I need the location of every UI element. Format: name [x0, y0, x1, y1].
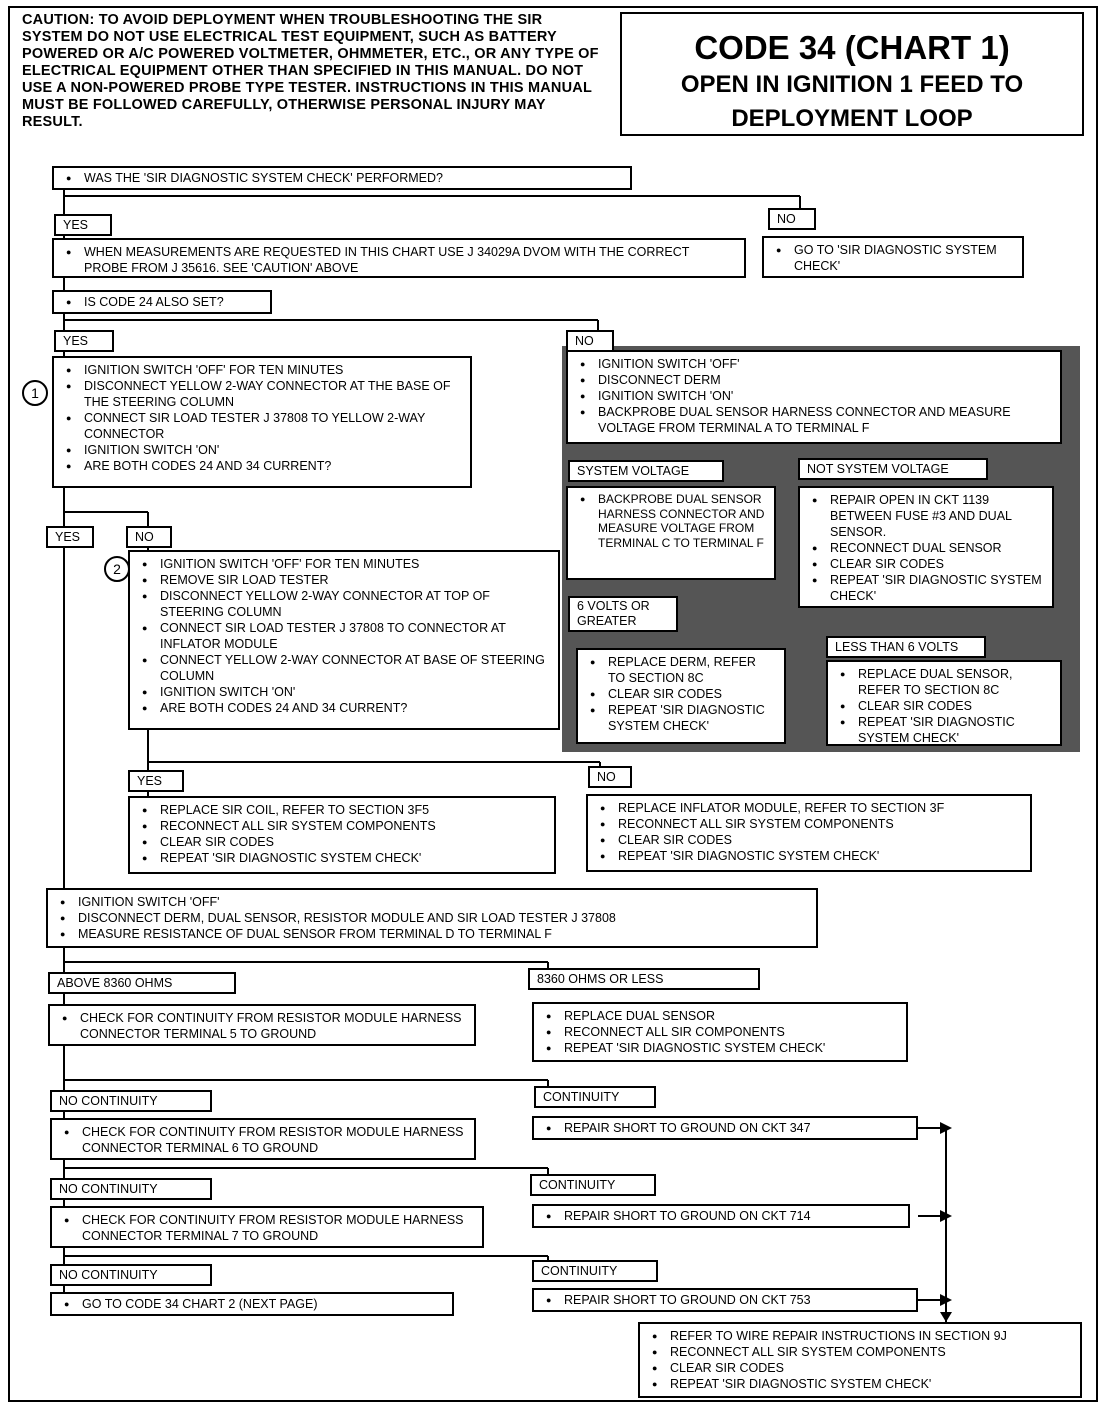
repair753-text: ● REPAIR SHORT TO GROUND ON CKT 753 — [544, 1292, 908, 1308]
dual-item: ● CLEAR SIR CODES — [838, 698, 1052, 714]
resistance-box — [46, 888, 818, 948]
no24-item: ● DISCONNECT DERM — [578, 372, 1052, 388]
yes-label-4: YES — [128, 770, 184, 792]
yes-label-3: YES — [46, 526, 94, 548]
final-item: ● CLEAR SIR CODES — [650, 1360, 1072, 1376]
q-check-text: ● WAS THE 'SIR DIAGNOSTIC SYSTEM CHECK' PERFORMED? — [64, 170, 622, 186]
no-label-3: NO — [126, 526, 172, 548]
system-voltage-box — [566, 486, 776, 580]
step2-item: ● CONNECT SIR LOAD TESTER J 37808 TO CONNECTOR AT INFLATOR MODULE — [140, 620, 550, 652]
yes-label-2: YES — [54, 330, 114, 352]
no-continuity-label-2: NO CONTINUITY — [50, 1178, 212, 1200]
step1-item: ● IGNITION SWITCH 'OFF' FOR TEN MINUTES — [64, 362, 462, 378]
repair-753-box — [532, 1288, 918, 1312]
inflator-item: ● RECONNECT ALL SIR SYSTEM COMPONENTS — [598, 816, 1022, 832]
step-1-marker: 1 — [22, 380, 48, 406]
repair-347-box — [532, 1116, 918, 1140]
final-item: ● RECONNECT ALL SIR SYSTEM COMPONENTS — [650, 1344, 1072, 1360]
replace-dual-item: ● REPEAT 'SIR DIAGNOSTIC SYSTEM CHECK' — [544, 1040, 898, 1056]
nsv-item: ● REPEAT 'SIR DIAGNOSTIC SYSTEM CHECK' — [810, 572, 1044, 604]
goto-chart2-text: ● GO TO CODE 34 CHART 2 (NEXT PAGE) — [62, 1296, 444, 1312]
final-repair-box — [638, 1322, 1082, 1398]
q-code24-text: ● IS CODE 24 ALSO SET? — [64, 294, 262, 310]
inflator-item: ● CLEAR SIR CODES — [598, 832, 1022, 848]
continuity-5-box — [48, 1004, 476, 1046]
system-voltage-label: SYSTEM VOLTAGE — [568, 460, 724, 482]
step2-item: ● ARE BOTH CODES 24 AND 34 CURRENT? — [140, 700, 550, 716]
title-line-2: DEPLOYMENT LOOP — [731, 105, 973, 132]
no-continuity-label-3: NO CONTINUITY — [50, 1264, 212, 1286]
no-label-1: NO — [768, 208, 816, 230]
above-ohms-label: ABOVE 8360 OHMS — [48, 972, 236, 994]
question-system-check — [52, 166, 632, 190]
meas-note-text: ● WHEN MEASUREMENTS ARE REQUESTED IN THIS CHART USE J 34029A DVOM WITH THE CORRECT PROBE FROM J 35616. SEE 'CAUTION' ABOVE — [64, 244, 736, 276]
no-label-2: NO — [566, 330, 614, 352]
resist-item: ● MEASURE RESISTANCE OF DUAL SENSOR FROM TERMINAL D TO TERMINAL F — [58, 926, 808, 942]
final-item: ● REPEAT 'SIR DIAGNOSTIC SYSTEM CHECK' — [650, 1376, 1072, 1392]
title-line-1: OPEN IN IGNITION 1 FEED TO — [680, 71, 1024, 98]
step1-item: ● DISCONNECT YELLOW 2-WAY CONNECTOR AT THE BASE OF THE STEERING COLUMN — [64, 378, 462, 410]
coil-item: ● REPLACE SIR COIL, REFER TO SECTION 3F5 — [140, 802, 546, 818]
nsv-item: ● RECONNECT DUAL SENSOR — [810, 540, 1044, 556]
derm-item: ● CLEAR SIR CODES — [588, 686, 776, 702]
resist-item: ● IGNITION SWITCH 'OFF' — [58, 894, 808, 910]
repair-714-box — [532, 1204, 910, 1228]
dual-item: ● REPLACE DUAL SENSOR, REFER TO SECTION 8C — [838, 666, 1052, 698]
replace-dual-item: ● REPLACE DUAL SENSOR — [544, 1008, 898, 1024]
continuity-6-box — [50, 1118, 476, 1160]
goto-chart-2-box — [50, 1292, 454, 1316]
inflator-item: ● REPLACE INFLATOR MODULE, REFER TO SECTION 3F — [598, 800, 1022, 816]
six-volts-label: 6 VOLTS OR GREATER — [568, 596, 678, 632]
continuity-label-2: CONTINUITY — [530, 1174, 656, 1196]
not-system-voltage-label: NOT SYSTEM VOLTAGE — [798, 458, 988, 480]
no24-item: ● BACKPROBE DUAL SENSOR HARNESS CONNECTOR AND MEASURE VOLTAGE FROM TERMINAL A TO TERMINAL F — [578, 404, 1052, 436]
no24-item: ● IGNITION SWITCH 'ON' — [578, 388, 1052, 404]
question-code-24 — [52, 290, 272, 314]
derm-item: ● REPLACE DERM, REFER TO SECTION 8C — [588, 654, 776, 686]
coil-item: ● REPEAT 'SIR DIAGNOSTIC SYSTEM CHECK' — [140, 850, 546, 866]
no-code24-box — [566, 350, 1062, 444]
less-six-volts-label: LESS THAN 6 VOLTS — [826, 636, 986, 658]
no-continuity-label-1: NO CONTINUITY — [50, 1090, 212, 1112]
replace-derm-box — [576, 648, 786, 744]
step2-item: ● IGNITION SWITCH 'ON' — [140, 684, 550, 700]
continuity-label-1: CONTINUITY — [534, 1086, 656, 1108]
continuity-7-box — [50, 1206, 484, 1248]
cont7-text: ● CHECK FOR CONTINUITY FROM RESISTOR MODULE HARNESS CONNECTOR TERMINAL 7 TO GROUND — [62, 1212, 474, 1244]
goto-check-text: ● GO TO 'SIR DIAGNOSTIC SYSTEM CHECK' — [774, 242, 1014, 274]
step1-item: ● ARE BOTH CODES 24 AND 34 CURRENT? — [64, 458, 462, 474]
inflator-item: ● REPEAT 'SIR DIAGNOSTIC SYSTEM CHECK' — [598, 848, 1022, 864]
chart-title — [620, 12, 1084, 136]
no24-item: ● IGNITION SWITCH 'OFF' — [578, 356, 1052, 372]
replace-coil-box — [128, 796, 556, 874]
replace-dual-item: ● RECONNECT ALL SIR COMPONENTS — [544, 1024, 898, 1040]
repair347-text: ● REPAIR SHORT TO GROUND ON CKT 347 — [544, 1120, 908, 1136]
repair714-text: ● REPAIR SHORT TO GROUND ON CKT 714 — [544, 1208, 900, 1224]
nsv-item: ● CLEAR SIR CODES — [810, 556, 1044, 572]
coil-item: ● RECONNECT ALL SIR SYSTEM COMPONENTS — [140, 818, 546, 834]
replace-dual-sensor-2-box — [532, 1002, 908, 1062]
dual-item: ● REPEAT 'SIR DIAGNOSTIC SYSTEM CHECK' — [838, 714, 1052, 746]
step1-item: ● IGNITION SWITCH 'ON' — [64, 442, 462, 458]
goto-system-check — [762, 236, 1024, 278]
final-item: ● REFER TO WIRE REPAIR INSTRUCTIONS IN SECTION 9J — [650, 1328, 1072, 1344]
step-2-box — [128, 550, 560, 730]
nsv-item: ● REPAIR OPEN IN CKT 1139 BETWEEN FUSE #3 AND DUAL SENSOR. — [810, 492, 1044, 540]
below-ohms-label: 8360 OHMS OR LESS — [528, 968, 760, 990]
cont6-text: ● CHECK FOR CONTINUITY FROM RESISTOR MODULE HARNESS CONNECTOR TERMINAL 6 TO GROUND — [62, 1124, 466, 1156]
continuity-label-3: CONTINUITY — [532, 1260, 658, 1282]
replace-inflator-box — [586, 794, 1032, 872]
derm-item: ● REPEAT 'SIR DIAGNOSTIC SYSTEM CHECK' — [588, 702, 776, 734]
no-label-4: NO — [588, 766, 632, 788]
step2-item: ● REMOVE SIR LOAD TESTER — [140, 572, 550, 588]
resist-item: ● DISCONNECT DERM, DUAL SENSOR, RESISTOR MODULE AND SIR LOAD TESTER J 37808 — [58, 910, 808, 926]
replace-dual-sensor-box — [826, 660, 1062, 746]
caution-text: CAUTION: TO AVOID DEPLOYMENT WHEN TROUBLESHOOTING THE SIR SYSTEM DO NOT USE ELECTRICAL TEST EQUIPMENT, SUCH AS BATTERY POWERED OR A/C POWERED VOLTMETER, OHMMETER, ETC., OR ANY TYPE OF ELECTRICAL EQUIPMENT OTHER THAN SPECIFIED IN THIS MANUAL. DO NOT USE A NON-POWERED PROBE TYPE TESTER. INSTRUCTIONS IN THIS MANUAL MUST BE FOLLOWED CAREFULLY, OTHERWISE PERSONAL INJURY MAY RESULT. — [22, 12, 599, 130]
coil-item: ● CLEAR SIR CODES — [140, 834, 546, 850]
not-system-voltage-box — [798, 486, 1054, 608]
cont5-text: ● CHECK FOR CONTINUITY FROM RESISTOR MODULE HARNESS CONNECTOR TERMINAL 5 TO GROUND — [60, 1010, 466, 1042]
step-2-marker: 2 — [104, 556, 130, 582]
yes-label-1: YES — [54, 214, 112, 236]
step1-item: ● CONNECT SIR LOAD TESTER J 37808 TO YELLOW 2-WAY CONNECTOR — [64, 410, 462, 442]
step2-item: ● IGNITION SWITCH 'OFF' FOR TEN MINUTES — [140, 556, 550, 572]
step2-item: ● DISCONNECT YELLOW 2-WAY CONNECTOR AT TOP OF STEERING COLUMN — [140, 588, 550, 620]
step2-item: ● CONNECT YELLOW 2-WAY CONNECTOR AT BASE OF STEERING COLUMN — [140, 652, 550, 684]
measurement-note — [52, 238, 746, 278]
step-1-box — [52, 356, 472, 488]
sv-item: ● BACKPROBE DUAL SENSOR HARNESS CONNECTOR AND MEASURE VOLTAGE FROM TERMINAL C TO TERMINAL F — [578, 492, 766, 550]
code-title: CODE 34 (CHART 1) — [694, 29, 1010, 66]
